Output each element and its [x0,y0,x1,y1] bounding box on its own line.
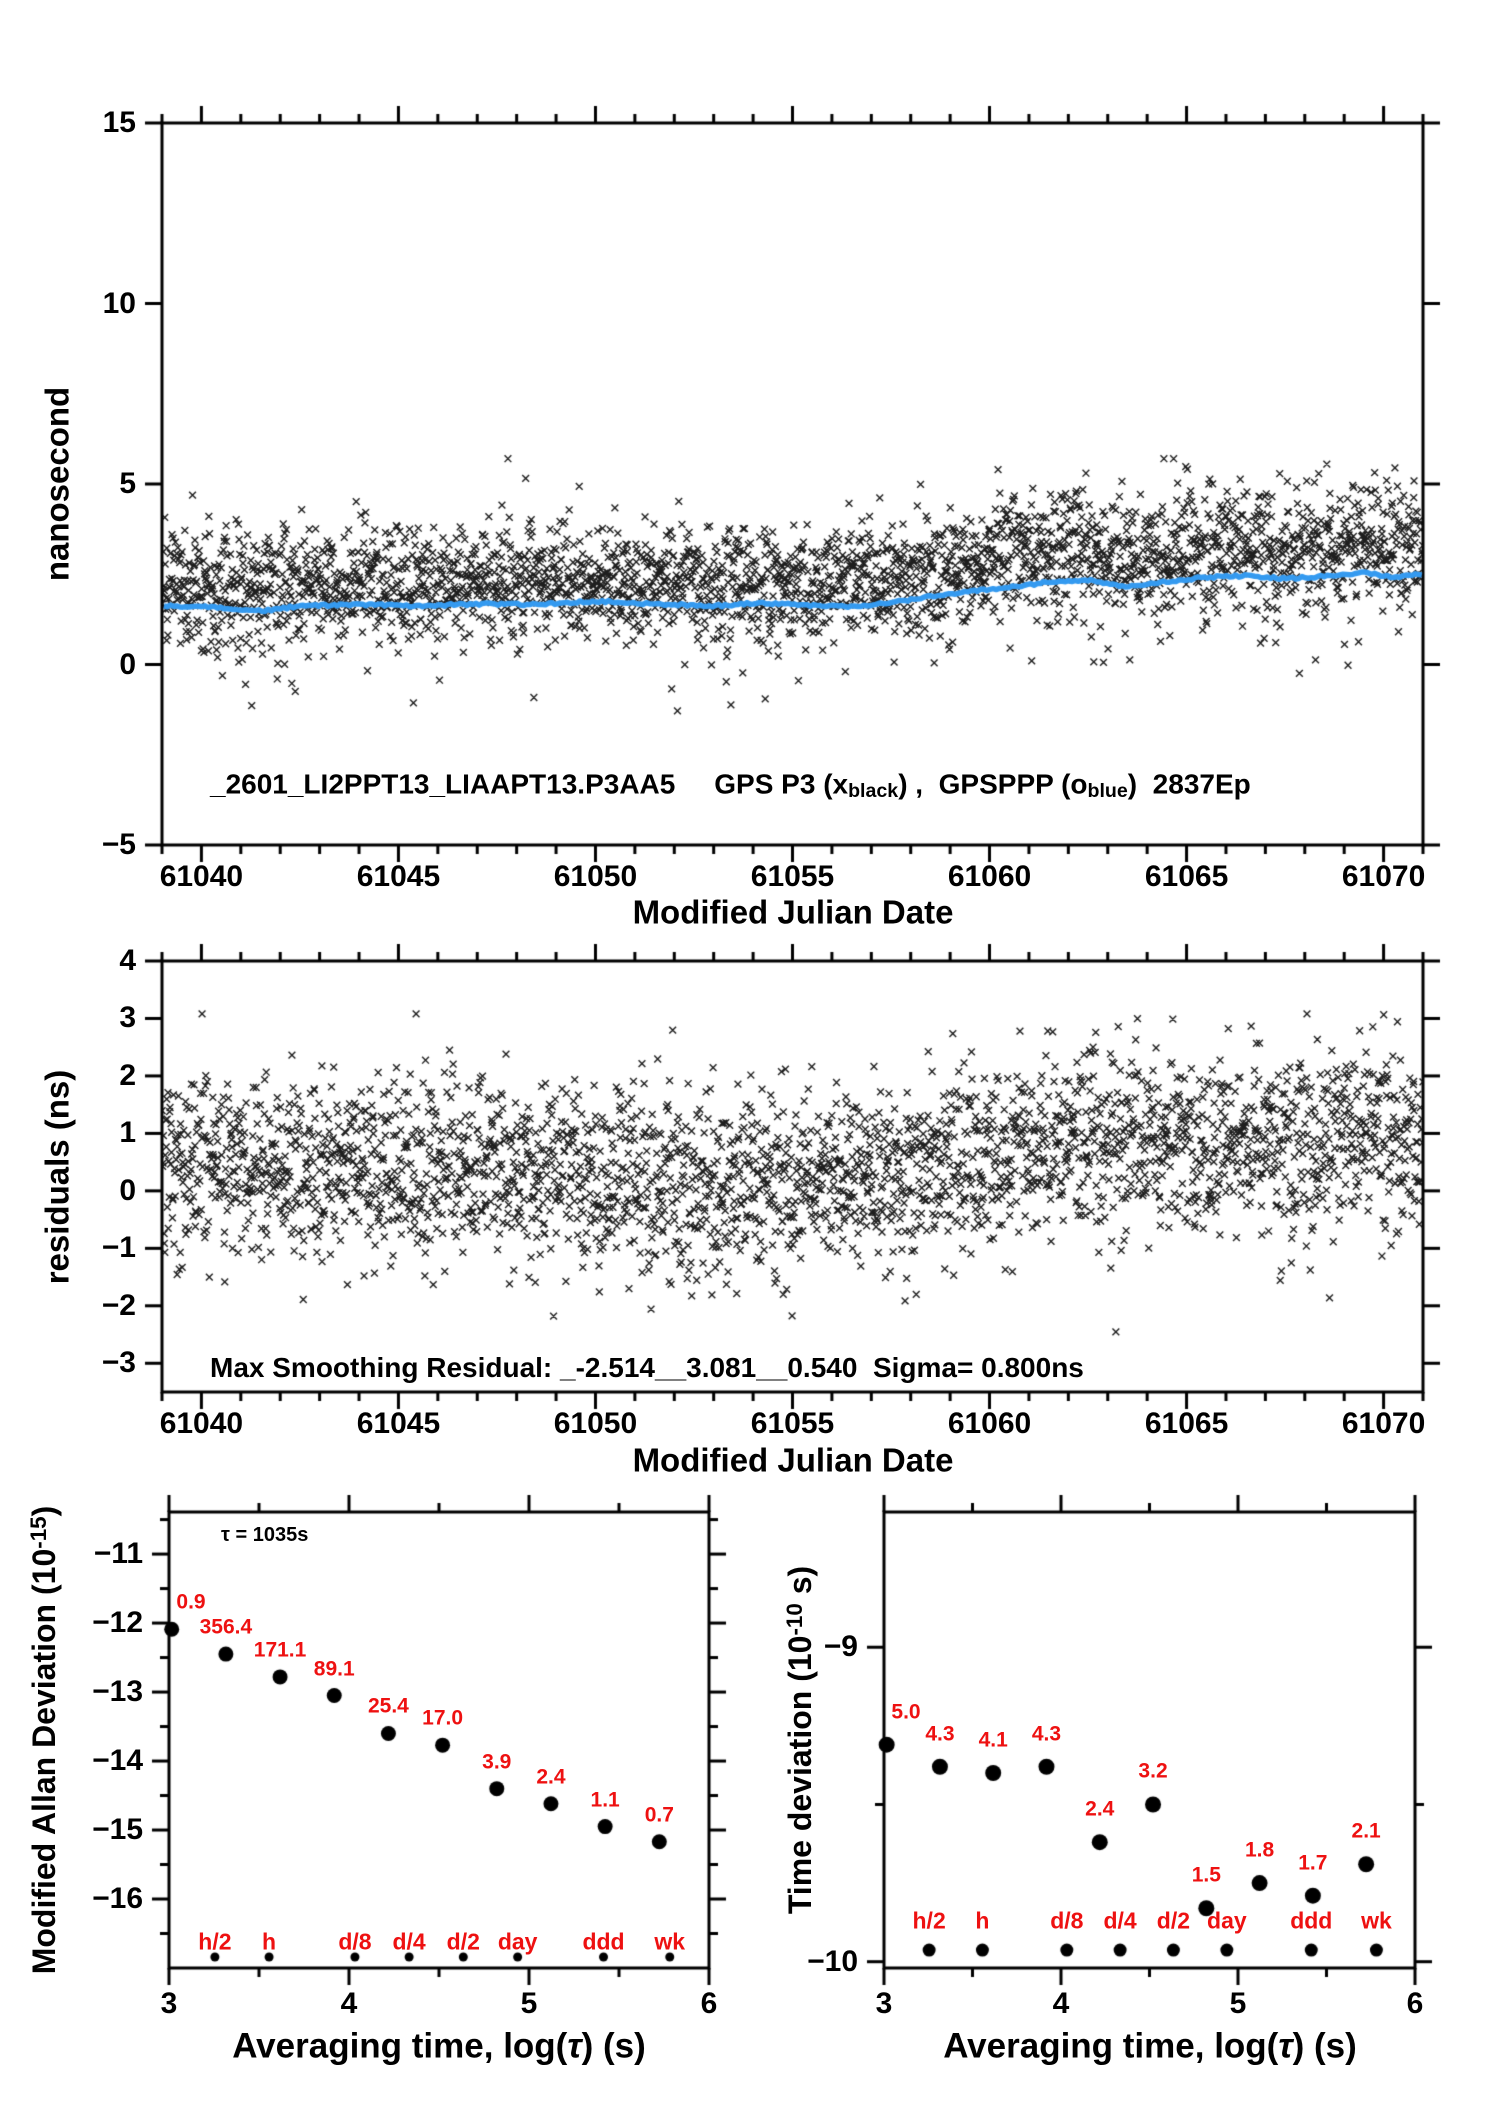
y-tick-label: 4 [119,944,136,977]
duration-label: h/2 [912,1907,946,1934]
value-label: 25.4 [367,1694,409,1718]
label-segment: ) (s) [1292,2026,1357,2066]
label-segment: GPS P3 (x [675,768,849,800]
x-tick-label: 61055 [750,860,835,893]
y-tick-label: 1 [119,1116,136,1150]
y-tick-label: 0 [119,1173,136,1207]
value-label: 2.4 [536,1765,566,1789]
value-label: 1.7 [1298,1851,1328,1875]
value-label: 1.5 [1191,1863,1221,1887]
tdev-y-axis-title [784,1566,816,1914]
mdev-x-axis-title [232,2026,646,2066]
x-tick-label: 61070 [1341,1407,1426,1440]
y-tick-label: −15 [92,1813,143,1847]
label-segment: ) (s) [581,2026,646,2066]
x-tick-label: 61050 [553,860,638,893]
y-tick-label: −10 [807,1944,858,1978]
label-segment: ) 2837Ep [1127,768,1251,800]
y-tick-label: 15 [102,106,136,139]
value-label: 89.1 [313,1657,355,1680]
x-tick-label: 61040 [159,860,244,893]
duration-label: h [262,1928,277,1955]
value-label: 356.4 [199,1615,253,1639]
label-segment: Modified Allan Deviation (10 [26,1548,62,1975]
x-tick-label: 61055 [750,1407,835,1440]
duration-label: d/8 [1050,1907,1084,1934]
value-label: 3.2 [1138,1759,1168,1783]
duration-label: ddd [1290,1907,1333,1934]
top-y-axis-title: nanosecond [38,386,76,582]
value-label: 1.1 [590,1788,620,1812]
x-tick-label: 61065 [1144,1407,1229,1440]
duration-label: day [497,1928,538,1955]
duration-label: wk [1361,1907,1392,1934]
label-segment: s) [782,1565,818,1604]
residuals-annotation: Max Smoothing Residual: _-2.514__3.081__0.540 Sigma= 0.800ns [210,1352,1084,1383]
value-label: 5.0 [891,1700,921,1724]
duration-label: h [975,1907,990,1934]
value-label: 4.3 [1031,1722,1062,1746]
label-segment: Time deviation (10 [782,1635,818,1915]
y-tick-label: −11 [93,1537,143,1571]
x-tick-label: 61040 [159,1407,244,1440]
duration-label: d/2 [446,1928,480,1955]
label-segment: Averaging time, log( [232,2026,568,2066]
label-segment: ) , GPSPPP (o [898,768,1088,800]
y-tick-label: −5 [101,828,136,861]
residuals-x-axis-title: Modified Julian Date [632,1441,954,1479]
x-tick-label: 61045 [356,860,441,893]
x-tick-label: 6 [700,1987,718,2020]
duration-label: d/4 [392,1928,426,1955]
x-tick-label: 61070 [1341,860,1426,893]
y-tick-label: −3 [101,1346,136,1380]
x-tick-label: 4 [1052,1987,1070,2020]
label-segment: -10 [782,1603,808,1636]
top-panel-title [210,770,1251,801]
mdev-y-axis-title [28,1506,60,1975]
y-tick-label: 5 [119,467,136,500]
label-segment: black [848,779,899,802]
y-tick-label: −9 [823,1630,858,1664]
duration-label: day [1207,1907,1247,1934]
y-tick-label: 2 [119,1058,136,1092]
y-tick-label: −13 [92,1675,143,1709]
value-label: 3.9 [482,1750,512,1774]
x-tick-label: 6 [1406,1987,1424,2020]
y-tick-label: −12 [92,1606,143,1640]
duration-label: d/2 [1156,1907,1191,1934]
label-segment: τ [1278,2026,1293,2066]
value-label: 0.7 [644,1803,674,1827]
value-label: 2.4 [1085,1797,1115,1821]
value-label: 1.8 [1244,1838,1275,1862]
top-x-axis-title: Modified Julian Date [632,893,954,931]
duration-label: ddd [582,1928,625,1955]
y-tick-label: 10 [102,286,136,320]
y-tick-label: −2 [101,1288,136,1322]
x-tick-label: 61060 [947,860,1032,893]
duration-label: d/4 [1103,1907,1137,1934]
value-label: 17.0 [422,1706,464,1730]
y-tick-label: 0 [119,647,136,681]
y-tick-label: −1 [101,1231,136,1265]
value-label: 0.9 [176,1590,206,1614]
duration-label: h/2 [198,1928,232,1955]
value-label: 171.1 [253,1638,307,1662]
label-segment: ) [26,1505,62,1517]
label-segment: Averaging time, log( [943,2026,1279,2066]
x-tick-label: 61050 [553,1407,638,1440]
tdev-x-axis-title [943,2026,1357,2066]
label-segment: τ [567,2026,582,2066]
x-tick-label: 3 [160,1987,178,2020]
x-tick-label: 4 [340,1987,358,2020]
y-tick-label: −16 [92,1882,143,1915]
label-segment: _2601_LI2PPT13_LIAAPT13.P3AA5 [210,768,676,800]
value-label: 4.1 [978,1728,1008,1752]
x-tick-label: 61065 [1144,860,1229,893]
label-segment: blue [1087,779,1128,802]
value-label: 2.1 [1351,1819,1381,1843]
tau-note: τ = 1035s [221,1524,309,1546]
x-tick-label: 5 [520,1987,538,2020]
duration-label: d/8 [338,1928,372,1955]
value-label: 4.3 [925,1722,955,1746]
label-segment: -15 [26,1516,52,1549]
x-tick-label: 61045 [356,1407,441,1440]
x-tick-label: 61060 [947,1407,1032,1440]
x-tick-label: 5 [1229,1987,1247,2020]
x-tick-label: 3 [875,1987,893,2020]
y-tick-label: −14 [92,1744,143,1778]
y-tick-label: 3 [119,1001,136,1035]
residuals-y-axis-title: residuals (ns) [38,1069,76,1285]
duration-label: wk [654,1928,686,1955]
